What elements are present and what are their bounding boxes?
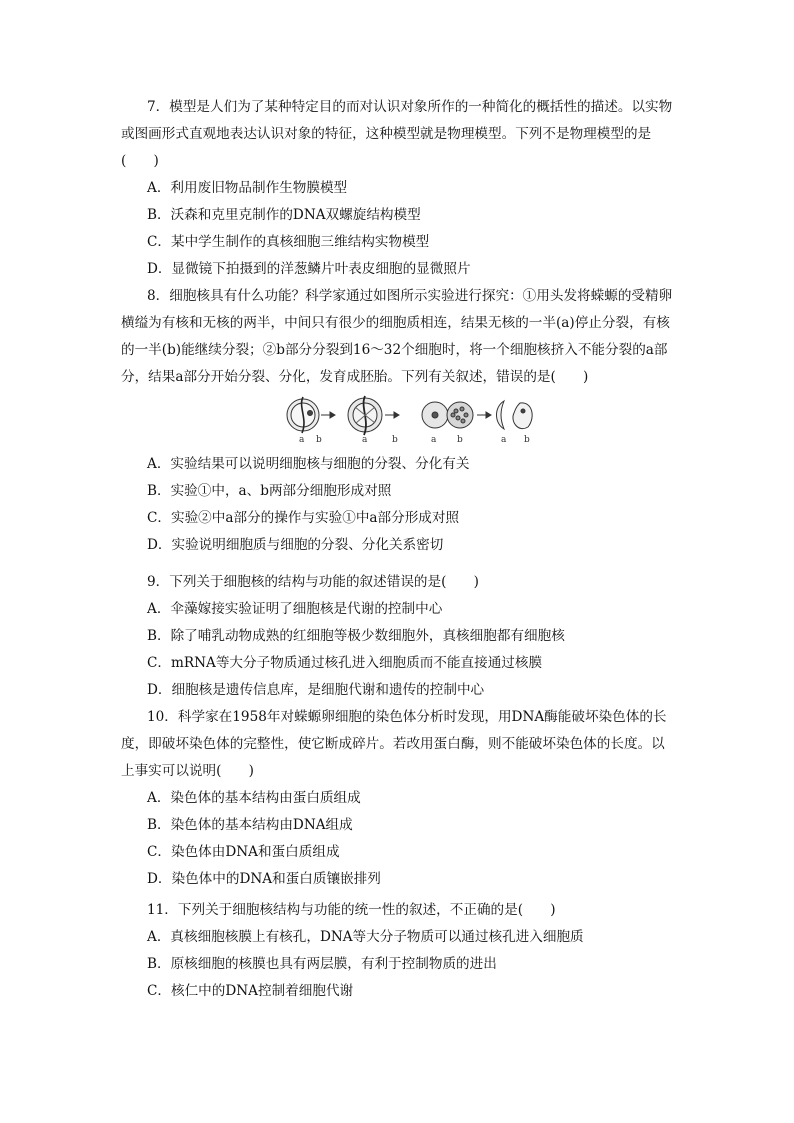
question-stem: 9．下列关于细胞核的结构与功能的叙述错误的是( ) xyxy=(147,574,479,590)
figure-label-a: a xyxy=(299,435,305,445)
question-11 xyxy=(121,897,677,1005)
question-8 xyxy=(121,283,677,559)
arrow-head-3 xyxy=(486,412,491,418)
arrow-head-1 xyxy=(330,412,335,418)
question-7 xyxy=(121,94,677,283)
option-a: A．利用废旧物品制作生物膜模型 xyxy=(147,180,348,196)
option-c: C．核仁中的DNA控制着细胞代谢 xyxy=(147,983,354,999)
question-stem: 7．模型是人们为了某种特定目的而对认识对象所作的一种简化的概括性的描述。以实物或图画形式直观地表达认识对象的特征，这种模型就是物理模型。下列不是物理模型的是( ) xyxy=(121,99,673,169)
newt-egg-experiment-figure xyxy=(121,393,677,445)
option-b: B．沃森和克里克制作的DNA双螺旋结构模型 xyxy=(147,207,421,223)
figure-label-a: a xyxy=(501,435,507,445)
figure-label-a: a xyxy=(362,435,368,445)
option-c: C．某中学生制作的真核细胞三维结构实物模型 xyxy=(147,234,430,250)
option-a: A．染色体的基本结构由蛋白质组成 xyxy=(147,790,361,806)
option-b: B．原核细胞的核膜也具有两层膜，有利于控制物质的进出 xyxy=(147,956,497,972)
figure-label-b: b xyxy=(457,435,463,445)
option-b: B．实验①中，a、b两部分细胞形成对照 xyxy=(147,483,392,499)
option-d: D．细胞核是遗传信息库，是细胞代谢和遗传的控制中心 xyxy=(147,682,485,698)
egg-nucleus-injection xyxy=(422,402,473,428)
question-10 xyxy=(121,704,677,893)
option-c: C．染色体由DNA和蛋白质组成 xyxy=(147,844,340,860)
option-a: A．伞藻嫁接实验证明了细胞核是代谢的控制中心 xyxy=(147,601,443,617)
option-d: D．染色体中的DNA和蛋白质镶嵌排列 xyxy=(147,871,381,887)
question-stem: 8．细胞核具有什么功能？科学家通过如图所示实验进行探究：①用头发将蝾螈的受精卵横缢为有核和无核的两半，中间只有很少的细胞质相连，结果无核的一半(a)停止分裂，有核的一半(b)能继续分裂；②b部分分裂到16～32个细胞时，将一个细胞核挤入不能分裂的a部分，结果a部分开始分裂、分化，发育成胚胎。下列有关叙述，错误的是( ) xyxy=(121,288,673,385)
option-a: A．真核细胞核膜上有核孔，DNA等大分子物质可以通过核孔进入细胞质 xyxy=(147,929,584,945)
constricted-egg-cell-1 xyxy=(287,397,319,433)
option-c: C．mRNA等大分子物质通过核孔进入细胞质而不能直接通过核膜 xyxy=(147,655,543,671)
arrow-head-2 xyxy=(394,412,399,418)
option-b: B．除了哺乳动物成熟的红细胞等极少数细胞外，真核细胞都有细胞核 xyxy=(147,628,565,644)
figure-label-b: b xyxy=(524,435,530,445)
option-a: A．实验结果可以说明细胞核与细胞的分裂、分化有关 xyxy=(147,456,470,472)
question-stem: 11．下列关于细胞核结构与功能的统一性的叙述，不正确的是( ) xyxy=(147,902,556,918)
figure-label-b: b xyxy=(392,435,398,445)
figure-label-b: b xyxy=(316,435,322,445)
option-b: B．染色体的基本结构由DNA组成 xyxy=(147,817,353,833)
option-c: C．实验②中a部分的操作与实验①中a部分形成对照 xyxy=(147,510,460,526)
question-stem: 10．科学家在1958年对蝾螈卵细胞的染色体分析时发现，用DNA酶能破坏染色体的长度，即破坏染色体的完整性，使它断成碎片。若改用蛋白酶，则不能破坏染色体的长度。以上事实可以说明( ) xyxy=(121,709,667,779)
constricted-egg-cell-2 xyxy=(348,396,382,435)
option-d: D．实验说明细胞质与细胞的分裂、分化关系密切 xyxy=(147,537,444,553)
figure-label-a: a xyxy=(431,435,437,445)
question-9 xyxy=(121,569,677,704)
embryos xyxy=(497,401,533,429)
option-d: D．显微镜下拍摄到的洋葱鳞片叶表皮细胞的显微照片 xyxy=(147,261,471,277)
